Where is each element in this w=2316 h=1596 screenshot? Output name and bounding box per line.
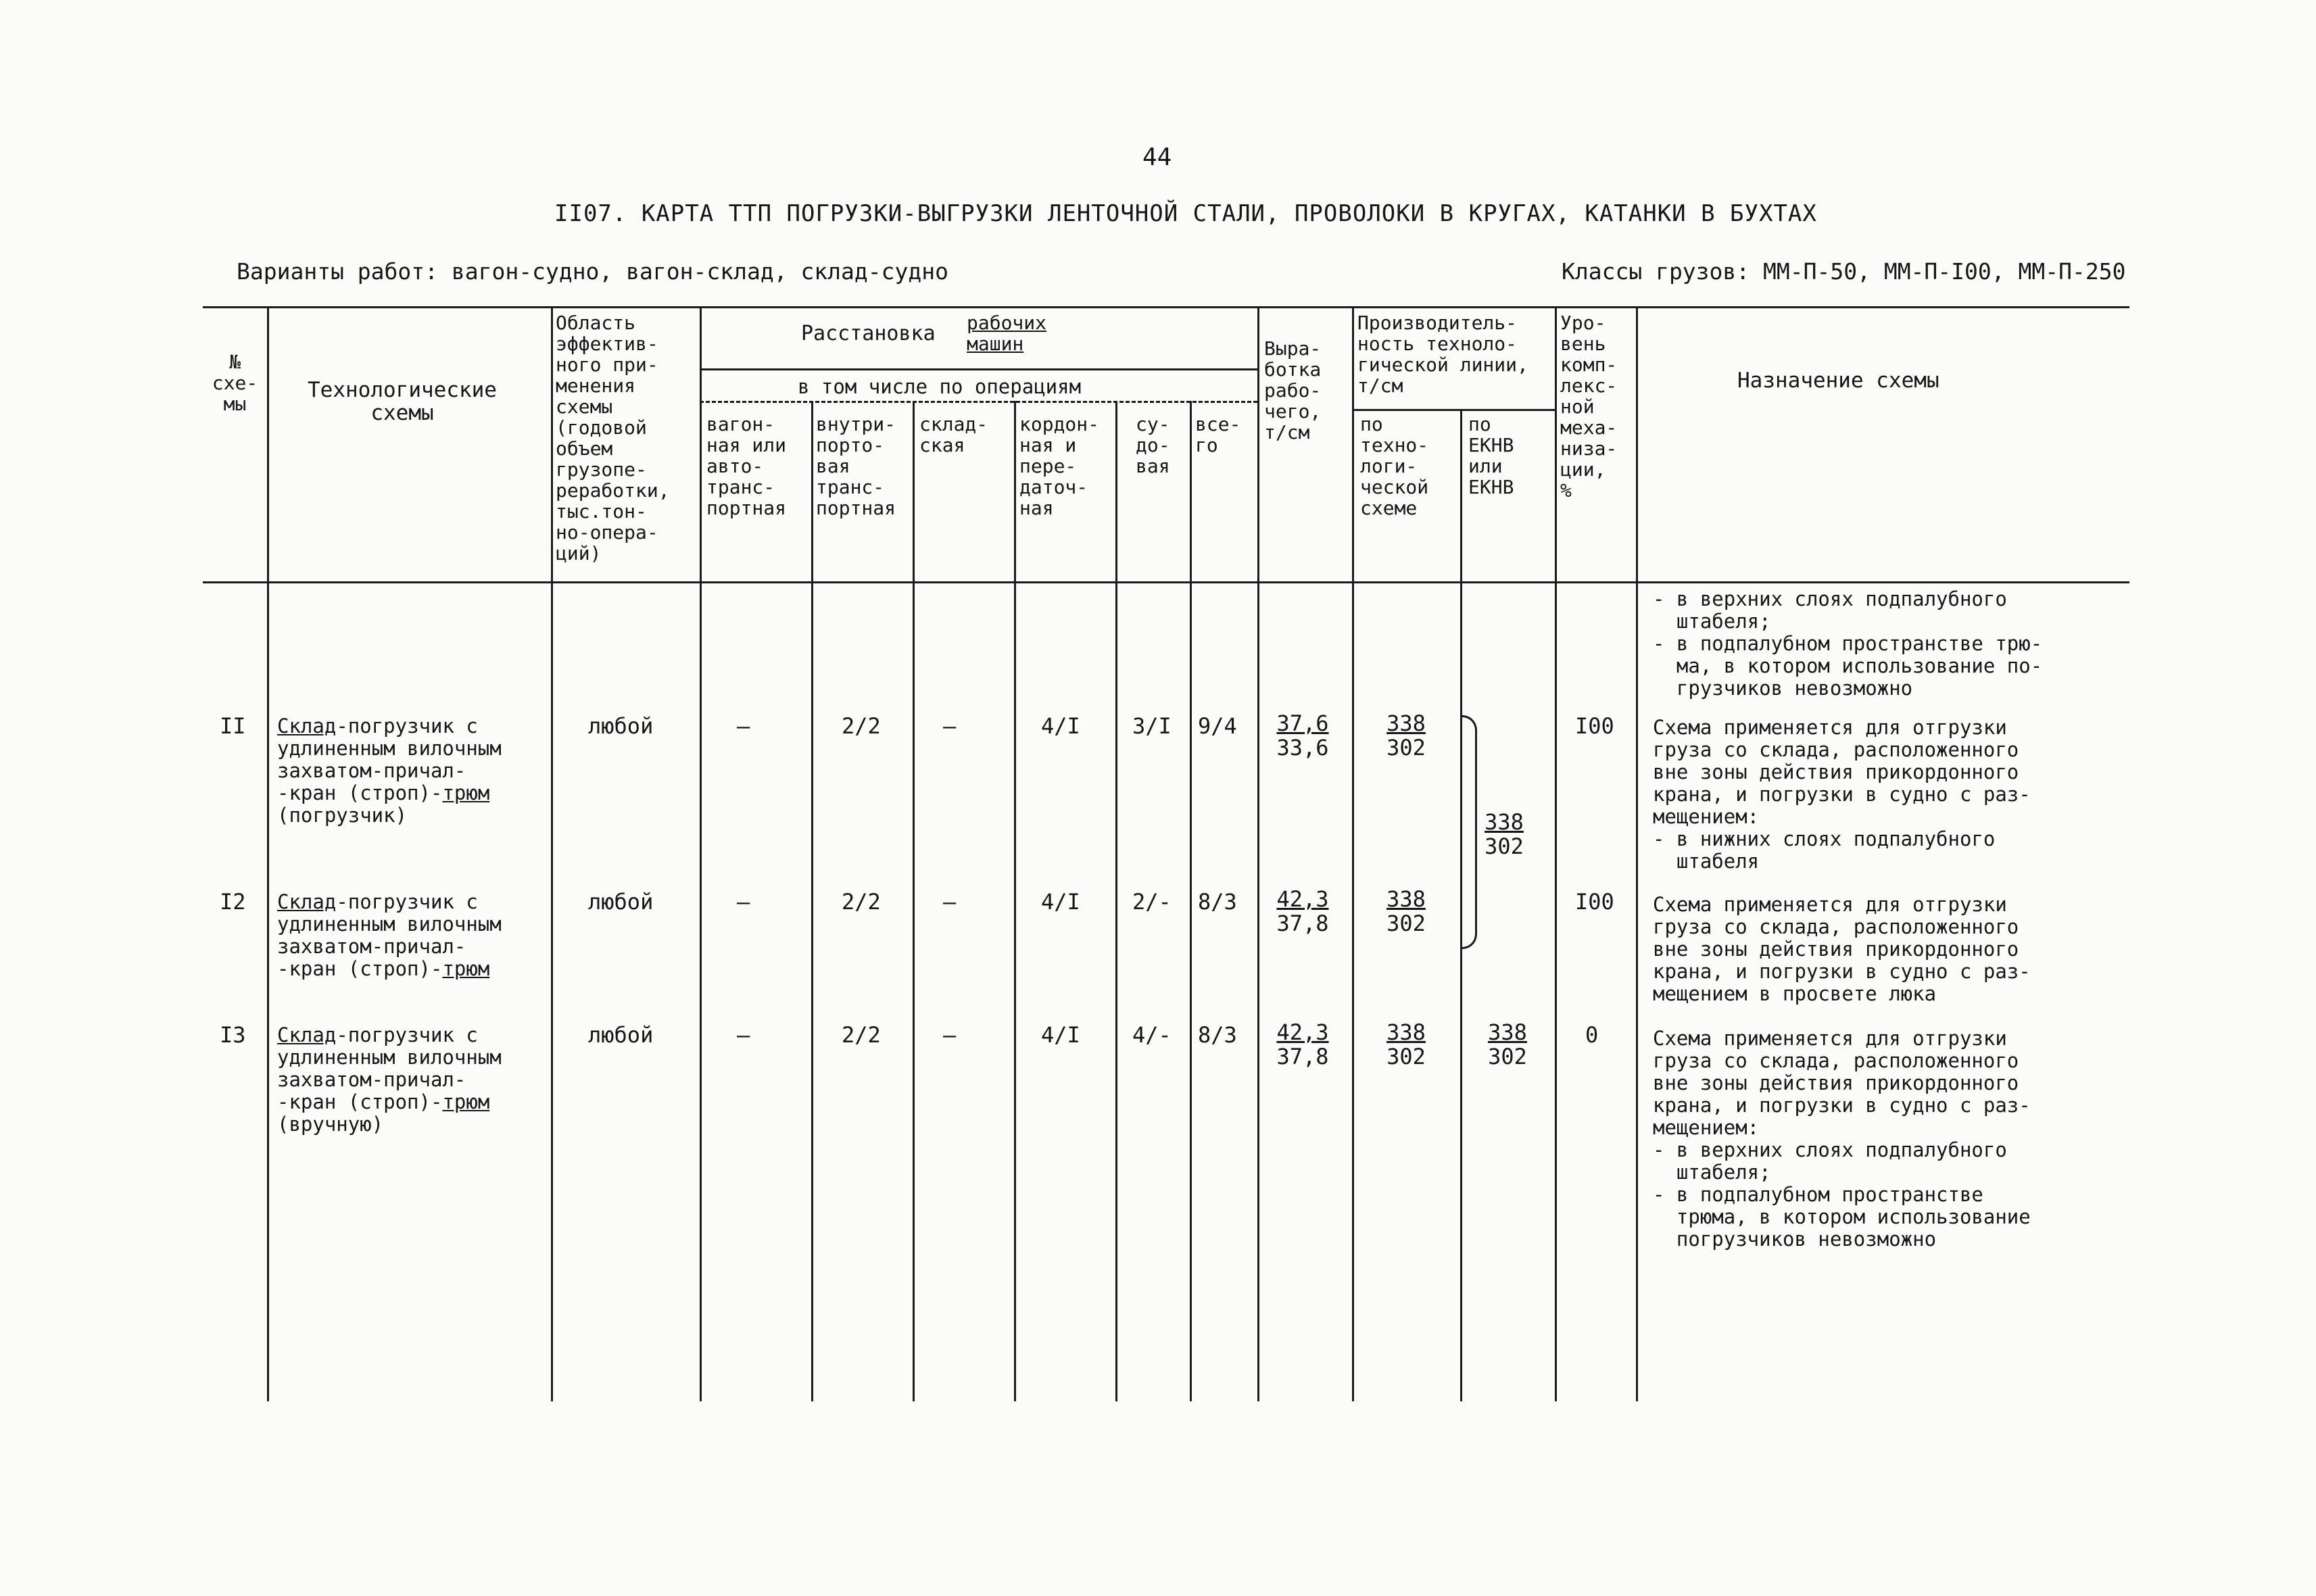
header-by-ekhnv: по ЕКНВ или ЕКНВ bbox=[1468, 413, 1514, 498]
quay-value: 4/I bbox=[1041, 889, 1080, 915]
warehouse-value: – bbox=[943, 713, 957, 739]
application-area: любой bbox=[588, 1022, 654, 1048]
wagon-value: – bbox=[737, 1022, 750, 1048]
scheme-purpose: Схема применяется для отгрузки груза со склада, расположенного вне зоны действия прикордонного крана, и погрузки в судно с раз- мещением в просвете люка bbox=[1653, 893, 2031, 1005]
quay-value: 4/I bbox=[1041, 713, 1080, 739]
header-ship: су- до- вая bbox=[1136, 413, 1170, 477]
scheme-productivity: $\frac{338}{302}$ bbox=[1386, 886, 1426, 936]
total-value: 8/3 bbox=[1198, 889, 1237, 915]
document-title: II07. КАРТА ТТП ПОГРУЗКИ-ВЫГРУЗКИ ЛЕНТОЧНОЙ СТАЛИ, ПРОВОЛОКИ В КРУГАХ, КАТАНКИ В БУХТАХ bbox=[554, 200, 1817, 227]
inner-port-value: 2/2 bbox=[842, 1022, 881, 1048]
scheme-productivity: $\frac{338}{302}$ bbox=[1386, 710, 1426, 760]
cargo-classes: Классы грузов: ММ-П-50, ММ-П-I00, ММ-П-250 bbox=[1562, 258, 2126, 285]
header-scheme-number: № схе- мы bbox=[212, 351, 258, 415]
page-number: 44 bbox=[1142, 143, 1172, 171]
mechanization-level: I00 bbox=[1575, 713, 1614, 739]
header-inner-port: внутри- порто- вая транс- портная bbox=[816, 413, 896, 519]
application-area: любой bbox=[588, 889, 654, 915]
work-variants: Варианты работ: вагон-судно, вагон-склад, склад-судно bbox=[237, 258, 948, 285]
header-warehouse: склад- ская bbox=[919, 413, 988, 456]
total-value: 8/3 bbox=[1198, 1022, 1237, 1048]
shared-ekhnv-productivity: $\frac{338}{302}$ bbox=[1485, 809, 1524, 859]
tech-scheme: Склад-погрузчик с удлиненным вилочным захватом-причал- -кран (строп)-трюм bbox=[277, 890, 502, 980]
scheme-number: I3 bbox=[220, 1022, 246, 1048]
header-wagon: вагон- ная или авто- транс- портная bbox=[706, 413, 787, 519]
warehouse-value: – bbox=[943, 889, 957, 915]
header-application-area: Область эффектив- ного при- менения схемы (годовой объем грузопе- реработки, тыс.тон- но-опера- ций) bbox=[556, 312, 670, 564]
scheme-purpose: Схема применяется для отгрузки груза со склада, расположенного вне зоны действия прикордонного крана, и погрузки в судно с раз- мещением: - в нижних слоях подпалубного штабеля bbox=[1653, 716, 2031, 873]
scheme-number: II bbox=[220, 713, 246, 739]
header-placement-machines: рабочих машин bbox=[967, 312, 1047, 355]
header-output: Выра- ботка рабо- чего, т/см bbox=[1264, 337, 1322, 443]
output-value: $\frac{42,3}{37,8}$ bbox=[1276, 1019, 1329, 1069]
ship-value: 2/- bbox=[1132, 889, 1172, 915]
ship-value: 3/I bbox=[1132, 713, 1172, 739]
mechanization-level: 0 bbox=[1585, 1022, 1599, 1048]
header-by-operations: в том числе по операциям bbox=[798, 375, 1082, 398]
ship-value: 4/- bbox=[1132, 1022, 1172, 1048]
header-purpose: Назначение схемы bbox=[1737, 368, 1939, 393]
inner-port-value: 2/2 bbox=[842, 713, 881, 739]
ekhnv-productivity: $\frac{338}{302}$ bbox=[1488, 1019, 1527, 1069]
header-total: все- го bbox=[1195, 413, 1241, 456]
inner-port-value: 2/2 bbox=[842, 889, 881, 915]
header-tech-schemes: Технологические схемы bbox=[308, 378, 497, 425]
wagon-value: – bbox=[737, 889, 750, 915]
header-productivity: Производитель- ность техноло- гической линии, т/см bbox=[1357, 312, 1528, 397]
header-quay: кордон- ная и пере- даточ- ная bbox=[1019, 413, 1100, 519]
header-by-scheme: по техно- логи- ческой схеме bbox=[1360, 413, 1429, 519]
scheme-purpose: Схема применяется для отгрузки груза со склада, расположенного вне зоны действия прикордонного крана, и погрузки в судно с раз- мещением: - в верхних слоях подпалубного штабеля; - в подпалубном пространстве трюма, в котором использование погрузчиков невозможно bbox=[1653, 1027, 2031, 1251]
tech-scheme: Склад-погрузчик с удлиненным вилочным захватом-причал- -кран (строп)-трюм (погрузчик) bbox=[277, 715, 502, 827]
warehouse-value: – bbox=[943, 1022, 957, 1048]
output-value: $\frac{42,3}{37,8}$ bbox=[1276, 886, 1329, 936]
output-value: $\frac{37,6}{33,6}$ bbox=[1276, 710, 1329, 760]
quay-value: 4/I bbox=[1041, 1022, 1080, 1048]
tech-scheme: Склад-погрузчик с удлиненным вилочным захватом-причал- -кран (строп)-трюм (вручную) bbox=[277, 1023, 502, 1136]
scheme-number: I2 bbox=[220, 889, 246, 915]
header-placement: Расстановка bbox=[801, 322, 936, 345]
total-value: 9/4 bbox=[1198, 713, 1237, 739]
purpose-continuation-note: - в верхних слоях подпалубного штабеля; - в подпалубном пространстве трю- ма, в котором использование по- грузчиков невозможно bbox=[1653, 587, 2043, 700]
scheme-productivity: $\frac{338}{302}$ bbox=[1386, 1019, 1426, 1069]
header-mechanization: Уро- вень комп- лекс- ной меха- низа- ции, % bbox=[1560, 312, 1618, 502]
wagon-value: – bbox=[737, 713, 750, 739]
application-area: любой bbox=[588, 713, 654, 739]
mechanization-level: I00 bbox=[1575, 889, 1614, 915]
